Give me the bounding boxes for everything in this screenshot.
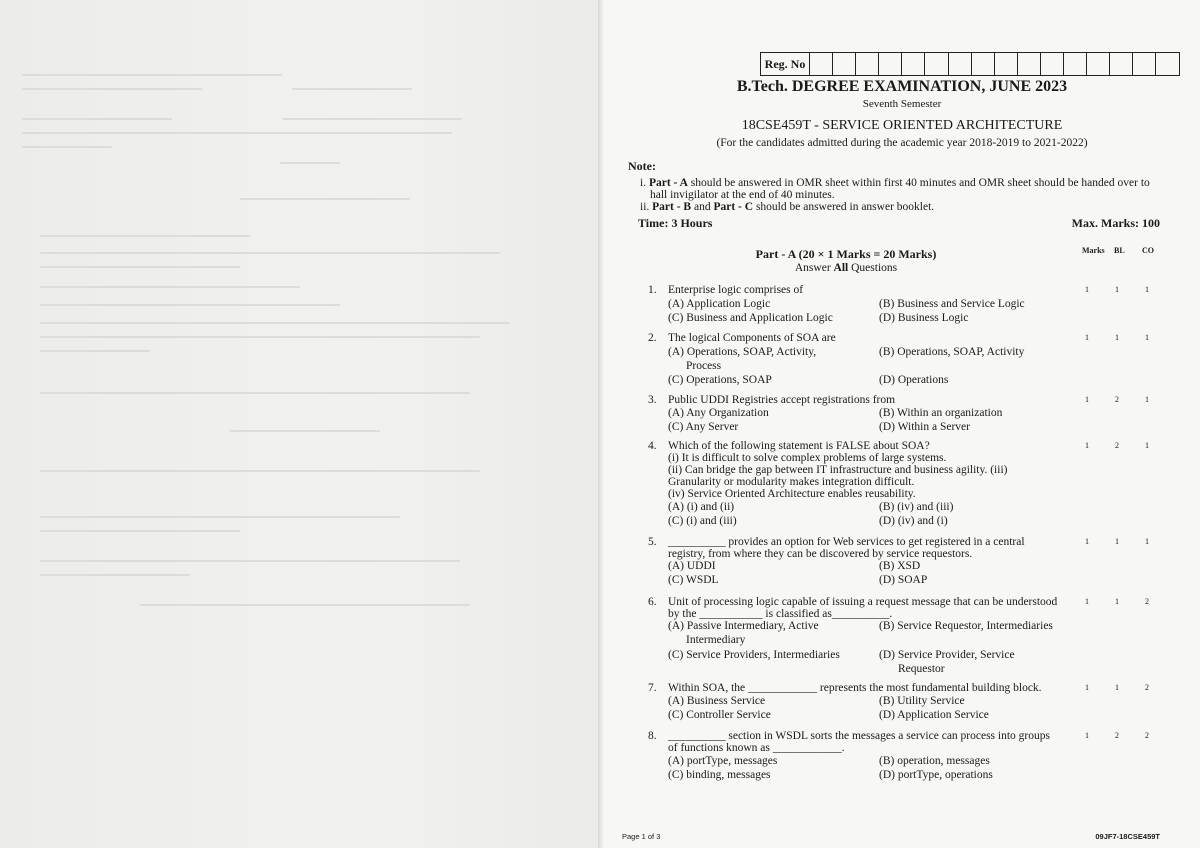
reg-no-cell xyxy=(1018,53,1041,75)
question-number: 8. xyxy=(648,730,657,742)
marks-value: 1 xyxy=(1085,537,1089,546)
option-c: (C) binding, messages xyxy=(668,769,771,781)
bl-value: 1 xyxy=(1115,333,1119,342)
bl-value: 1 xyxy=(1115,597,1119,606)
question-number: 6. xyxy=(648,596,657,608)
part-a-title: Part - A (20 × 1 Marks = 20 Marks) xyxy=(755,247,937,261)
co-value: 1 xyxy=(1145,285,1149,294)
bl-value: 1 xyxy=(1115,285,1119,294)
co-value: 1 xyxy=(1145,395,1149,404)
option-a: (A) UDDI xyxy=(668,560,716,572)
bl-value: 1 xyxy=(1115,537,1119,546)
question-text-line: of functions known as ____________. xyxy=(668,742,845,754)
question-text: The logical Components of SOA are xyxy=(668,332,836,344)
bl-value: 1 xyxy=(1115,683,1119,692)
option-d: (D) Application Service xyxy=(879,709,989,721)
co-value: 1 xyxy=(1145,537,1149,546)
reg-no-cell xyxy=(810,53,833,75)
option-b: (B) Utility Service xyxy=(879,695,965,707)
marks-value: 1 xyxy=(1085,395,1089,404)
option-a: (A) Any Organization xyxy=(668,407,769,419)
option-b: (B) (iv) and (iii) xyxy=(879,501,954,513)
option-a: (A) Passive Intermediary, Active xyxy=(668,620,819,632)
question-text-line: (iv) Service Oriented Architecture enables reusability. xyxy=(668,488,916,500)
question-number: 4. xyxy=(648,440,657,452)
bl-value: 2 xyxy=(1115,395,1119,404)
co-value: 2 xyxy=(1145,683,1149,692)
bl-value: 2 xyxy=(1115,731,1119,740)
reg-no-label: Reg. No xyxy=(761,53,810,75)
option-d: (D) SOAP xyxy=(879,574,928,586)
option-d-continued: Requestor xyxy=(898,663,945,675)
option-b: (B) Business and Service Logic xyxy=(879,298,1025,310)
max-marks: Max. Marks: 100 xyxy=(1071,216,1160,230)
candidates-note: (For the candidates admitted during the academic year 2018-2019 to 2021-2022) xyxy=(716,137,1088,149)
option-d: (D) portType, operations xyxy=(879,769,993,781)
option-d: (D) Operations xyxy=(879,374,949,386)
option-c: (C) Service Providers, Intermediaries xyxy=(668,649,840,661)
question-text: Public UDDI Registries accept registrations from xyxy=(668,394,896,406)
option-c: (C) Business and Application Logic xyxy=(668,312,833,324)
co-value: 2 xyxy=(1145,597,1149,606)
option-a: (A) portType, messages xyxy=(668,755,778,767)
reg-no-cell xyxy=(833,53,856,75)
option-d: (D) (iv) and (i) xyxy=(879,515,948,527)
question-number: 5. xyxy=(648,536,657,548)
option-b: (B) Operations, SOAP, Activity xyxy=(879,346,1025,358)
option-a-continued: Process xyxy=(686,360,722,372)
question-number: 1. xyxy=(648,284,657,296)
semester: Seventh Semester xyxy=(862,98,942,110)
reg-no-cell xyxy=(1156,53,1178,75)
course-title: 18CSE459T - SERVICE ORIENTED ARCHITECTURE xyxy=(741,118,1063,133)
option-b: (B) operation, messages xyxy=(879,755,990,767)
reg-no-cell xyxy=(995,53,1018,75)
question-number: 3. xyxy=(648,394,657,406)
option-c: (C) WSDL xyxy=(668,574,719,586)
option-d: (D) Business Logic xyxy=(879,312,969,324)
question-text: Unit of processing logic capable of issuing a request message that can be understood xyxy=(668,596,1058,608)
question-text-line: registry, from where they can be discovered by service requestors. xyxy=(668,548,973,560)
option-d: (D) Service Provider, Service xyxy=(879,649,1015,661)
reg-no-cell xyxy=(856,53,879,75)
co-value: 1 xyxy=(1145,333,1149,342)
option-c: (C) Operations, SOAP xyxy=(668,374,772,386)
option-b: (B) XSD xyxy=(879,560,921,572)
option-b: (B) Service Requestor, Intermediaries xyxy=(879,620,1053,632)
paper-code: 09JF7-18CSE459T xyxy=(1095,832,1160,841)
option-c: (C) Any Server xyxy=(668,421,739,433)
marks-value: 1 xyxy=(1085,683,1089,692)
question-text: Which of the following statement is FALSE about SOA? xyxy=(668,440,930,452)
option-a-continued: Intermediary xyxy=(686,634,746,646)
question-number: 7. xyxy=(648,682,657,694)
reg-no-cell xyxy=(949,53,972,75)
reg-no-cell xyxy=(1133,53,1156,75)
note-item-i-continued: hall invigilator at the end of 40 minutes. xyxy=(650,189,835,201)
option-c: (C) Controller Service xyxy=(668,709,771,721)
previous-page-bleed-through xyxy=(0,0,598,848)
option-a: (A) Business Service xyxy=(668,695,766,707)
co-value: 1 xyxy=(1145,441,1149,450)
column-header-marks: Marks xyxy=(1082,246,1105,255)
reg-no-cell xyxy=(1064,53,1087,75)
question-text: Enterprise logic comprises of xyxy=(668,284,804,296)
reg-no-cell xyxy=(879,53,902,75)
marks-value: 1 xyxy=(1085,285,1089,294)
marks-value: 1 xyxy=(1085,441,1089,450)
question-text: __________ provides an option for Web services to get registered in a central xyxy=(668,536,1025,548)
note-item-i: i. Part - A should be answered in OMR sheet within first 40 minutes and OMR sheet should be handed over to xyxy=(640,177,1150,189)
reg-no-box xyxy=(760,52,1180,76)
option-d: (D) Within a Server xyxy=(879,421,970,433)
question-text-line: (i) It is difficult to solve complex problems of large systems. xyxy=(668,452,947,464)
reg-no-cell xyxy=(925,53,948,75)
exam-title: B.Tech. DEGREE EXAMINATION, JUNE 2023 xyxy=(736,78,1068,95)
exam-paper-page xyxy=(604,0,1200,848)
option-a: (A) Operations, SOAP, Activity, xyxy=(668,346,817,358)
reg-no-cell xyxy=(972,53,995,75)
marks-value: 1 xyxy=(1085,333,1089,342)
marks-value: 1 xyxy=(1085,731,1089,740)
page-number: Page 1 of 3 xyxy=(622,832,661,841)
reg-no-cell xyxy=(902,53,925,75)
question-text-line: (ii) Can bridge the gap between IT infrastructure and business agility. (iii) xyxy=(668,464,1008,476)
option-c: (C) (i) and (iii) xyxy=(668,515,737,527)
option-a: (A) (i) and (ii) xyxy=(668,501,735,513)
note-heading: Note: xyxy=(628,159,656,173)
question-text: Within SOA, the ____________ represents the most fundamental building block. xyxy=(668,682,1042,694)
column-header-co: CO xyxy=(1142,246,1154,255)
question-text: __________ section in WSDL sorts the messages a service can process into groups xyxy=(668,730,1050,742)
reg-no-cell xyxy=(1110,53,1133,75)
marks-value: 1 xyxy=(1085,597,1089,606)
note-item-ii: ii. Part - B and Part - C should be answered in answer booklet. xyxy=(640,201,935,213)
bl-value: 2 xyxy=(1115,441,1119,450)
reg-no-cell xyxy=(1041,53,1064,75)
question-number: 2. xyxy=(648,332,657,344)
reg-no-cell xyxy=(1087,53,1110,75)
co-value: 2 xyxy=(1145,731,1149,740)
question-text-line: by the ___________ is classified as__________. xyxy=(668,608,893,620)
option-a: (A) Application Logic xyxy=(668,298,771,310)
column-header-bl: BL xyxy=(1114,246,1125,255)
exam-time: Time: 3 Hours xyxy=(638,216,713,230)
option-b: (B) Within an organization xyxy=(879,407,1003,419)
question-text-line: Granularity or modularity makes integration difficult. xyxy=(668,476,915,488)
part-a-instruction: Answer All Questions xyxy=(794,262,898,274)
